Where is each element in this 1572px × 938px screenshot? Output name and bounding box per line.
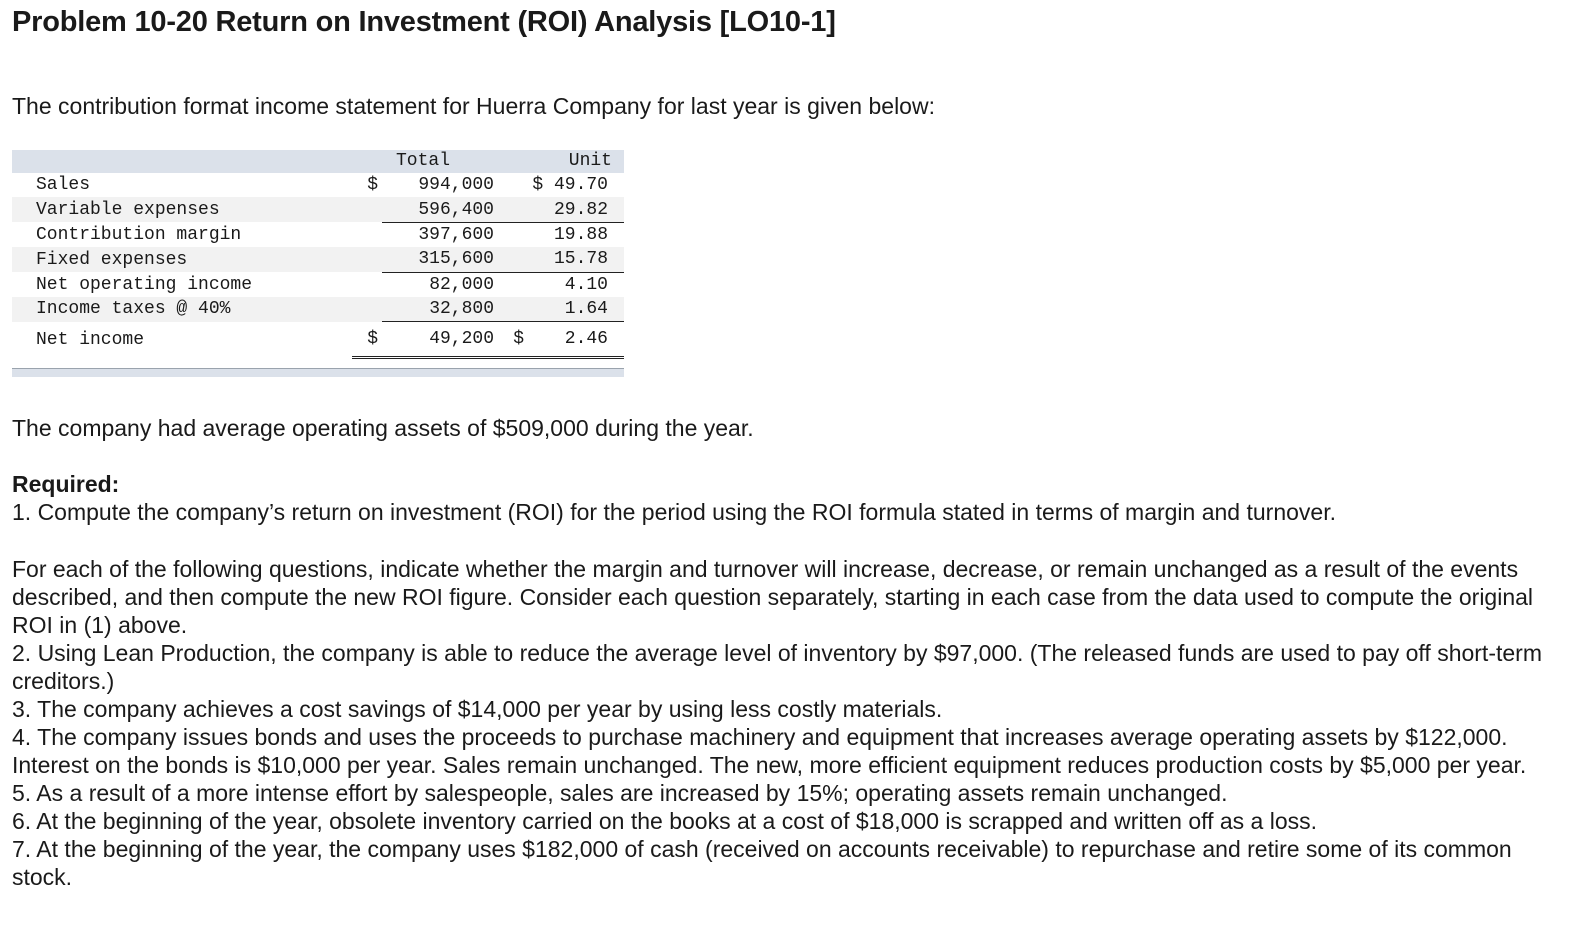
- instructions-lead: For each of the following questions, indicate whether the margin and turnover will increase, decrease, or remain unchanged as a result of the events described, and then compute the new ROI figure. Consider each question separately, starting in each case from the data used to compute the original ROI in (1) above.: [12, 556, 1534, 638]
- table-row: [12, 197, 624, 222]
- row-label: Net operating income: [36, 274, 253, 295]
- table-row: [12, 322, 624, 358]
- question-item: 6. At the beginning of the year, obsolete inventory carried on the books at a cost of $18,000 is scrapped and written off as a loss.: [12, 808, 1318, 834]
- row-unit: 29.82: [528, 197, 624, 222]
- row-total: 32,800: [382, 297, 498, 322]
- row-total: 596,400: [382, 197, 498, 222]
- row-label: Contribution margin: [36, 224, 242, 245]
- row-label: Sales: [36, 175, 91, 196]
- required-section: [12, 470, 1542, 526]
- page-title: Problem 10-20 Return on Investment (ROI) Analysis [LO10-1]: [12, 6, 836, 38]
- row-total: 994,000: [418, 175, 494, 196]
- question-item: 4. The company issues bonds and uses the proceeds to purchase machinery and equipment that increases average operating assets by $122,000. Interest on the bonds is $10,000 per year. Sales remain unchanged. The new, more efficient equipment reduces production costs by $5,000 per year.: [12, 724, 1527, 778]
- row-unit: $ 49.70: [532, 175, 608, 196]
- unit-dollar-sign: $: [498, 322, 528, 358]
- table-header-row: [12, 150, 624, 173]
- row-unit: 2.46: [528, 322, 624, 358]
- row-total: 49,200: [382, 322, 498, 358]
- row-total: 82,000: [429, 274, 494, 295]
- question-item: 7. At the beginning of the year, the company uses $182,000 of cash (received on accounts receivable) to repurchase and retire some of its common stock.: [12, 836, 1512, 890]
- table-row: [12, 297, 624, 322]
- row-unit: 15.78: [528, 247, 624, 272]
- row-label: Net income: [36, 329, 145, 350]
- header-total: Total: [382, 150, 498, 173]
- question-item: 3. The company achieves a cost savings of $14,000 per year by using less costly materials.: [12, 696, 943, 722]
- required-label: Required:: [12, 471, 120, 497]
- table-row: [12, 222, 624, 247]
- total-dollar-sign: $: [367, 175, 378, 196]
- income-statement-table: [12, 150, 624, 359]
- question-item: 2. Using Lean Production, the company is able to reduce the average level of inventory by $97,000. (The released funds are used to pay off short-term creditors.): [12, 640, 1542, 694]
- table-row: [12, 247, 624, 272]
- row-label: Income taxes @ 40%: [12, 297, 352, 322]
- table-row: [12, 272, 624, 297]
- row-total: 315,600: [382, 247, 498, 272]
- assets-text: The company had average operating assets of $509,000 during the year.: [12, 415, 754, 441]
- row-unit: 1.64: [528, 297, 624, 322]
- intro-text: The contribution format income statement for Huerra Company for last year is given below:: [12, 93, 935, 119]
- question-item: 5. As a result of a more intense effort by salespeople, sales are increased by 15%; operating assets remain unchanged.: [12, 780, 1228, 806]
- table-row: [12, 173, 624, 197]
- row-label: Fixed expenses: [12, 247, 352, 272]
- required-item-1: 1. Compute the company’s return on investment (ROI) for the period using the ROI formula stated in terms of margin and turnover.: [12, 499, 1336, 525]
- row-total: 397,600: [418, 224, 494, 245]
- income-statement: [12, 150, 624, 359]
- row-label: Variable expenses: [12, 197, 352, 222]
- row-unit: 4.10: [564, 274, 608, 295]
- instructions-section: [12, 555, 1542, 891]
- table-footer-bar: [12, 368, 624, 377]
- header-unit: Unit: [528, 150, 624, 173]
- total-dollar-sign: $: [352, 322, 382, 358]
- row-unit: 19.88: [553, 224, 608, 245]
